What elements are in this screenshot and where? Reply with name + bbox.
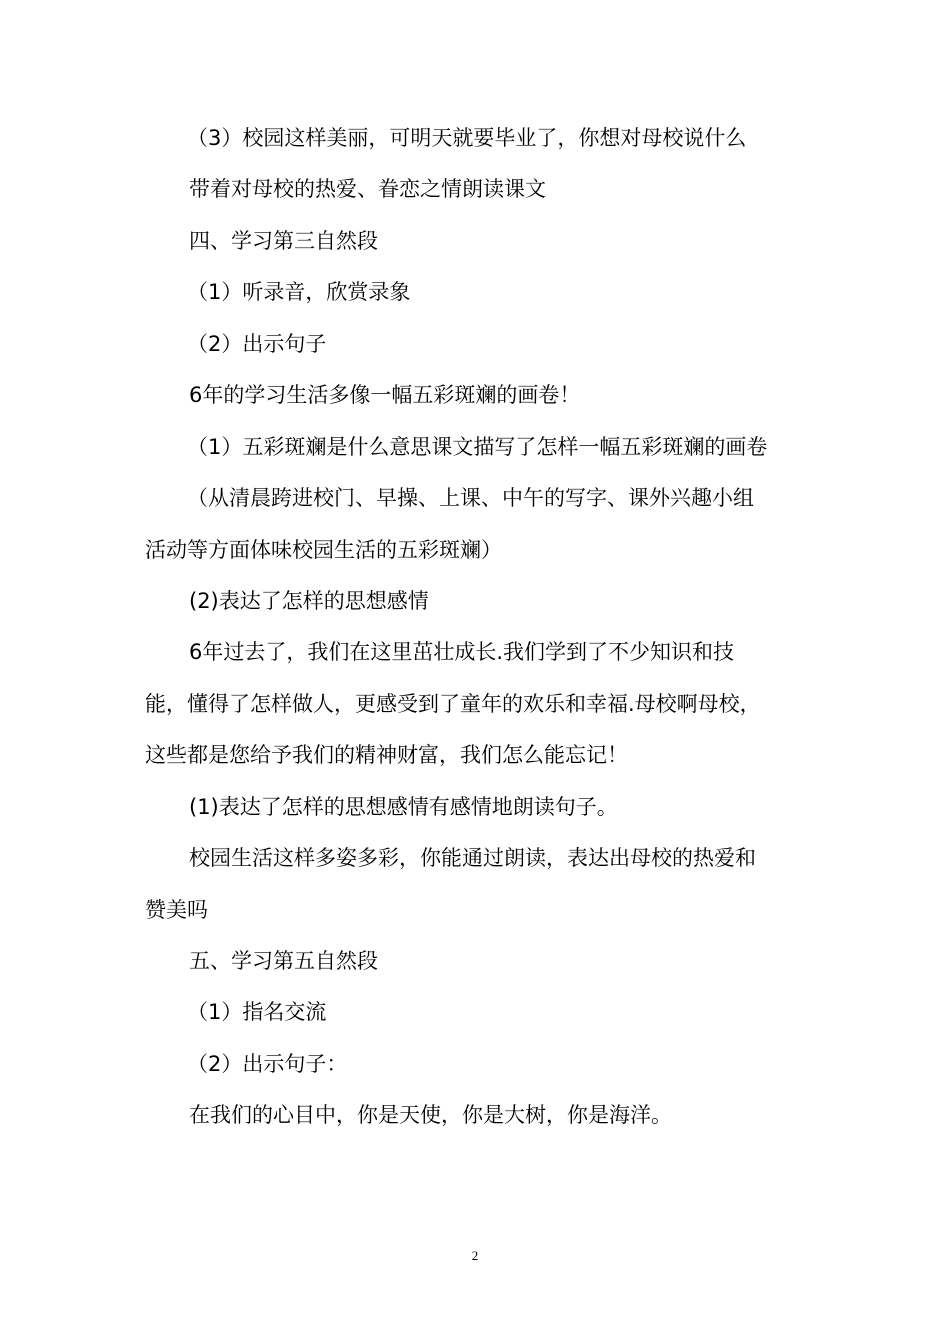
text-line: （2）出示句子： (187, 1052, 348, 1076)
text-line: 在我们的心目中，你是天使，你是大树，你是海洋。 (189, 1103, 672, 1127)
text-line: 校园生活这样多姿多彩，你能通过朗读，表达出母校的热爱和 (189, 846, 756, 870)
text-line: 活动等方面体味校园生活的五彩斑斓） (145, 538, 502, 562)
text-line: 带着对母校的热爱、眷恋之情朗读课文 (189, 177, 546, 201)
text-line: （1）指名交流 (187, 1000, 327, 1024)
text-line: (1)表达了怎样的思想感情有感情地朗读句子。 (189, 795, 618, 819)
text-line: 6年的学习生活多像一幅五彩斑斓的画卷！ (189, 383, 581, 407)
text-line: （2）出示句子 (187, 332, 327, 356)
text-line: （1）五彩斑斓是什么意思课文描写了怎样一幅五彩斑斓的画卷 (187, 435, 768, 459)
text-line: 赞美吗 (145, 898, 208, 922)
text-line: (2)表达了怎样的思想感情 (189, 589, 429, 613)
section-heading: 四、学习第三自然段 (189, 229, 378, 253)
text-line: （3）校园这样美丽，可明天就要毕业了，你想对母校说什么 (187, 126, 747, 150)
section-heading: 五、学习第五自然段 (189, 949, 378, 973)
page-number: 2 (471, 1248, 479, 1263)
text-line: 这些都是您给予我们的精神财富，我们怎么能忘记！ (145, 743, 628, 767)
text-line: （1）听录音，欣赏录象 (187, 280, 411, 304)
text-line: 能，懂得了怎样做人，更感受到了童年的欢乐和幸福.母校啊母校， (145, 692, 761, 716)
text-line: （从清晨跨进校门、早操、上课、中午的写字、课外兴趣小组 (187, 486, 754, 510)
text-line: 6年过去了，我们在这里茁壮成长.我们学到了不少知识和技 (189, 640, 735, 664)
